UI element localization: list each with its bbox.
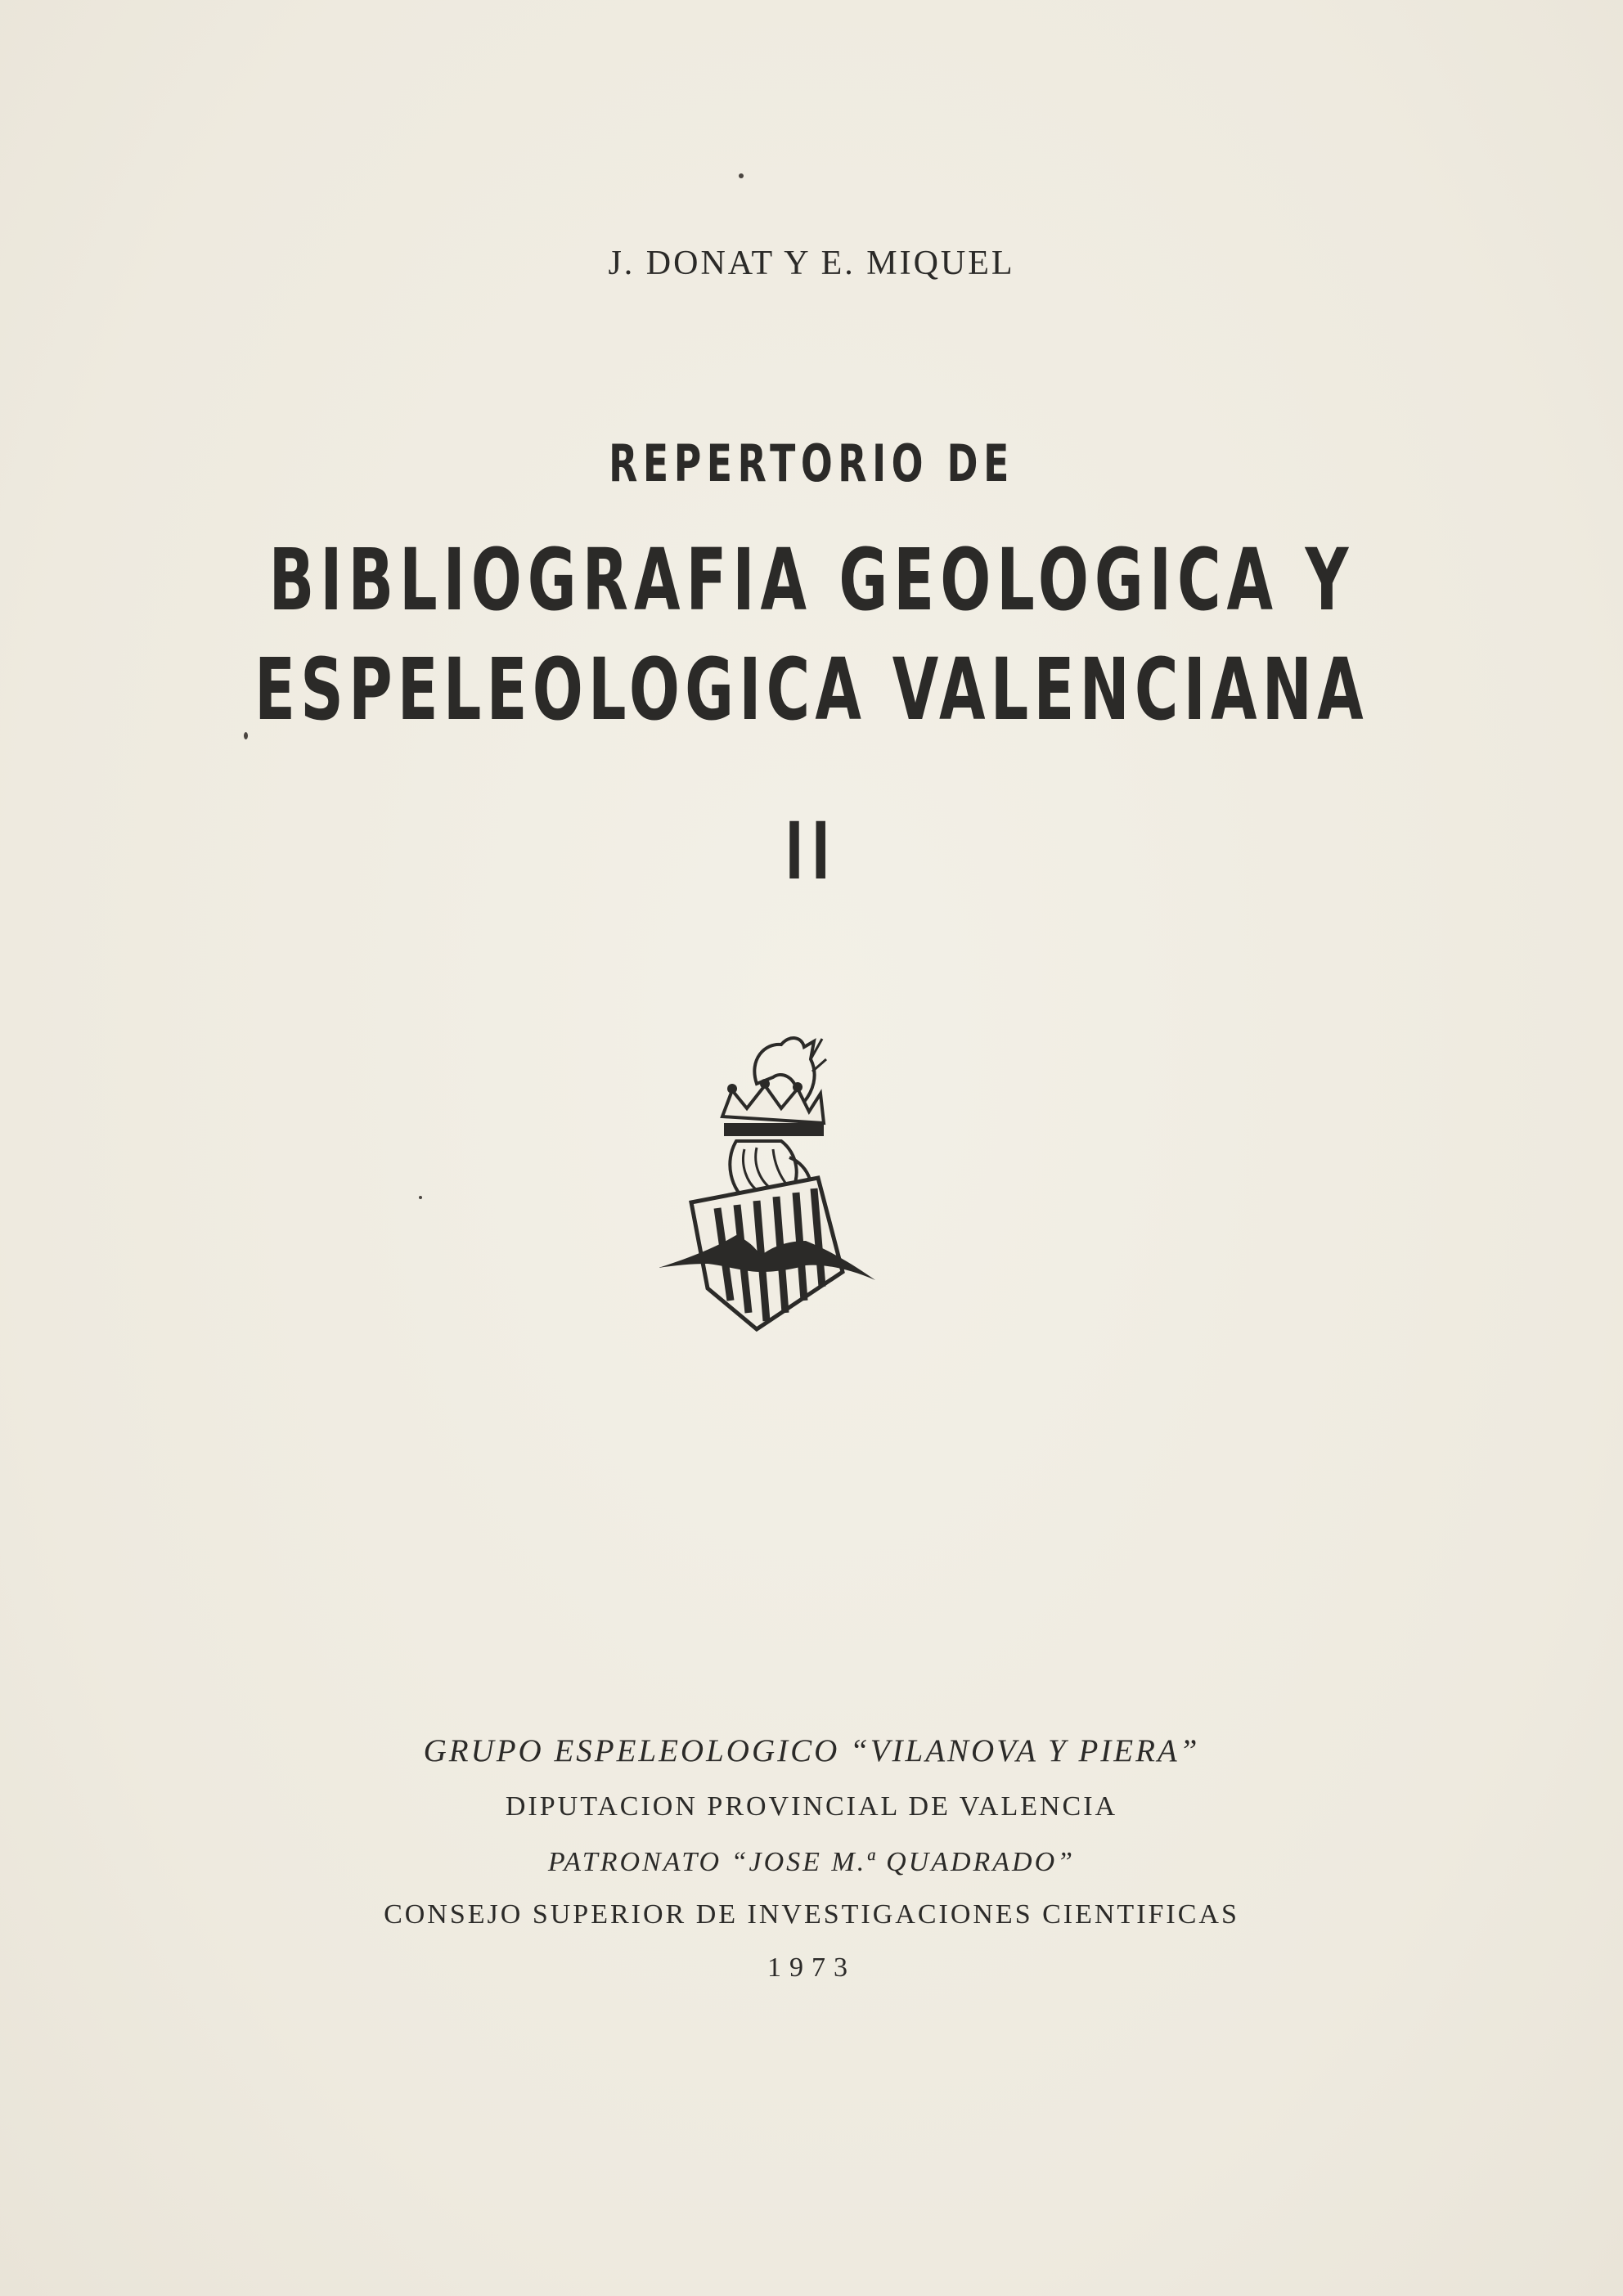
authors: J. DONAT Y E. MIQUEL [608,245,1015,282]
imprint-consejo: CONSEJO SUPERIOR DE INVESTIGACIONES CIENTIFICAS [384,1899,1239,1930]
subtitle: REPERTORIO DE [609,434,1014,493]
title-line-1: BIBLIOGRAFIA GEOLOGICA Y [268,530,1355,630]
volume-number: II [785,806,838,897]
print-speck [739,173,744,178]
print-speck [419,1196,422,1199]
title-line-2: ESPELEOLOGICA VALENCIANA [254,640,1369,739]
imprint-patronato: PATRONATO “JOSE M.ª QUADRADO” [547,1847,1076,1877]
imprint-group: GRUPO ESPELEOLOGICO “VILANOVA Y PIERA” [423,1733,1200,1768]
publication-year: 1973 [767,1952,856,1983]
imprint-diputacion: DIPUTACION PROVINCIAL DE VALENCIA [505,1791,1118,1822]
coat-of-arms-valencia-icon [659,1027,888,1337]
